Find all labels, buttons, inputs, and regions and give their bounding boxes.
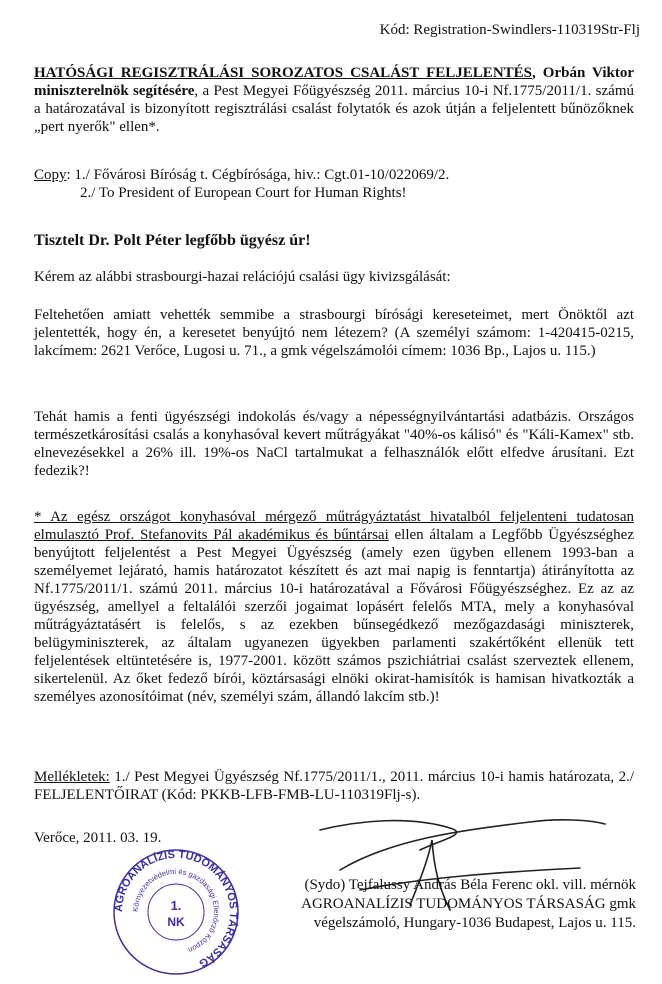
- place-date: Verőce, 2011. 03. 19.: [34, 830, 162, 846]
- paragraph-2: Feltehetően amiatt vehették semmibe a strasbourgi bírósági kereseteimet, mert Önöktől azt jelentették, hogy én, a keresetet benyújtó nem létezem? (A személyi számom: 1-420415-0215, lakcímem: 2621 Verőce, Lugosi u. 71., a gmk végelszámolói címem: 1036 Bp., Lajos u. 115.): [34, 307, 634, 359]
- stamp-letters: NK: [167, 915, 185, 929]
- copy-recipients: [34, 166, 634, 202]
- copy-label: Copy: [34, 167, 67, 183]
- heading-comma: ,: [532, 65, 536, 81]
- stamp-number: 1.: [170, 898, 182, 913]
- salutation: Tisztelt Dr. Polt Péter legfőbb ügyész úr!: [34, 232, 311, 249]
- copy-line-2: 2./ To President of European Court for Human Rights!: [80, 185, 407, 201]
- document-code: Kód: Registration-Swindlers-110319Str-Flj: [379, 22, 640, 38]
- attachments: [34, 768, 634, 804]
- stamp-outer-text: AGROANALÍZIS TUDOMÁNYOS TÁRSASÁG: [112, 848, 240, 970]
- paragraph-4-underlined: * Az egész országot konyhasóval mérgező műtrágyáztatást hivatalból feljelenteni tudatosan elmulasztó Prof. Stefanovits Pál akadémikus és bűntársai: [34, 509, 634, 543]
- signature-line-2: AGROANALÍZIS TUDOMÁNYOS TÁRSASÁG gmk: [301, 896, 636, 912]
- signature-line-1: (Sydo) Tejfalussy András Béla Ferenc okl. vill. mérnök: [304, 877, 636, 893]
- document-heading: [34, 64, 634, 136]
- stamp-inner-text: Környezetvédelmi és gazdasági Ellenőrző Közpon: [130, 866, 222, 955]
- heading-title: HATÓSÁGI REGISZTRÁLÁSI SOROZATOS CSALÁST FELJELENTÉS: [34, 65, 532, 81]
- paragraph-3: Tehát hamis a fenti ügyészségi indokolás és/vagy a népességnyilvántartási adatbázis. Országos természetkárosítási csalás a konyhasóval kevert műtrágyákat "40%-os kálisó" és "Káli-Kamex" stb. elnevezésekkel a 26% ill. 19%-os NaCl tartalmukat a felhasználók előtt elfedve árusítani. Ezt fedezik?!: [34, 409, 634, 479]
- heading-bold-name: Orbán Viktor miniszterelnök segítésére: [34, 65, 634, 99]
- copy-line-1: [34, 166, 634, 184]
- paragraph-4-rest: ellen általam a Legfőbb Ügyészséghez benyújtott feljelentést a Pest Megyei Ügyészség (amely ezen ügyben ellenem 1993-ban a személyemet lejárató, hamis határozatot készített és azt mai napig is fenntartja) átirányította az Nf.1775/2011/1. számú 2011. március 10-i határozatával a Fővárosi Főügyészséghez. Ez az az ügyészség, amellyel a feltalálói szerzői jogaimat lopásért felelős MTA, mely a konyhasóval műtrágyáztatásért is felelős, s az ezekben bűnsegédkező mezőgazdasági miniszterek, belügyminiszterek, az általam ugyanezen ügyekben parlamenti szakértőként ellenük tett feljelentések eltüntetésére is, 1977-2001. között számos pszichiátriai csalást szerveztek ellenem, sikertelenül. Az őket fedező bírói, köztársasági elnöki okirat-hamisítók is hamisan hivatkozták a személyes azonosítóimat (név, személyi szám, állandó lakcím stb.)!: [34, 527, 634, 705]
- attachments-text: 1./ Pest Megyei Ügyészség Nf.1775/2011/1., 2011. március 10-i hamis határozata, 2./ FELJELENTŐIRAT (Kód: PKKB-LFB-FMB-LU-110319Flj-s).: [34, 769, 634, 803]
- attachments-label: Mellékletek:: [34, 769, 110, 785]
- paragraph-1: Kérem az alábbi strasbourgi-hazai relációjú csalási ügy kivizsgálását:: [34, 269, 451, 285]
- heading-rest: , a Pest Megyei Főügyészség 2011. március 10-i Nf.1775/2011/1. számú a határozatával is bizonyított regisztrálási csalást folytatók és azok útján a feljelentett bűnözőknek „pert nyerők" ellen*.: [34, 83, 634, 135]
- signature-block: [216, 876, 636, 933]
- copy-line-1-text: : 1./ Fővárosi Bíróság t. Cégbírósága, hiv.: Cgt.01-10/022069/2.: [66, 167, 450, 183]
- paragraph-4: [34, 508, 634, 706]
- signature-line-3: végelszámoló, Hungary-1036 Budapest, Lajos u. 115.: [313, 915, 636, 931]
